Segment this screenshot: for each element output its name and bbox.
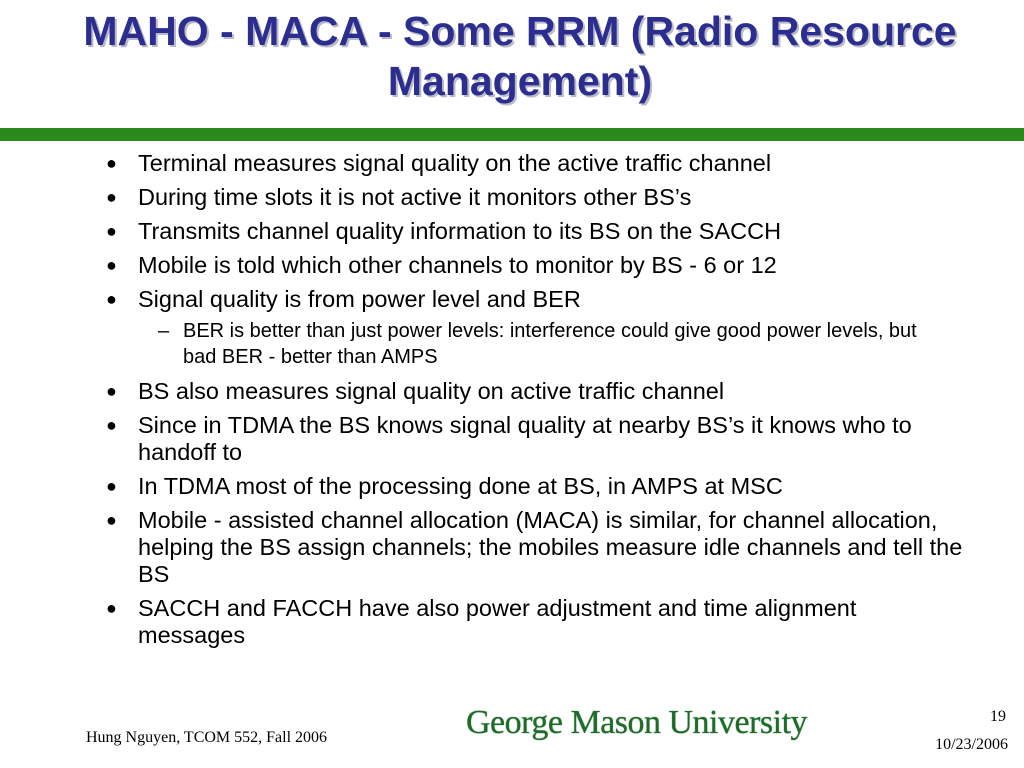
bullet-text: Signal quality is from power level and BER bbox=[138, 286, 581, 312]
bullet-dot-icon: ● bbox=[106, 381, 117, 401]
bullet-list bbox=[0, 150, 1024, 656]
bullet-item bbox=[0, 507, 1024, 588]
bullet-dot-icon: ● bbox=[106, 255, 117, 275]
bullet-text: In TDMA most of the processing done at BS, in AMPS at MSC bbox=[138, 473, 783, 499]
sub-bullet-dash-icon: – bbox=[158, 320, 170, 342]
footer-author: Hung Nguyen, TCOM 552, Fall 2006 bbox=[86, 729, 328, 746]
bullet-item bbox=[0, 252, 1024, 279]
bullet-text: During time slots it is not active it monitors other BS’s bbox=[138, 184, 692, 210]
sub-bullet-text: BER is better than just power levels: interference could give good power levels, but bad BER - better than AMPS bbox=[183, 320, 917, 368]
bullet-dot-icon: ● bbox=[106, 289, 117, 309]
bullet-text: Since in TDMA the BS knows signal quality at nearby BS’s it knows who to handoff to bbox=[138, 412, 912, 465]
slide-title: MAHO - MACA - Some RRM (Radio Resource Management) bbox=[83, 8, 957, 104]
sub-bullet-item bbox=[0, 318, 1024, 370]
page-number: 19 bbox=[990, 708, 1006, 725]
bullet-text: Mobile is told which other channels to monitor by BS - 6 or 12 bbox=[138, 252, 777, 278]
bullet-dot-icon: ● bbox=[106, 221, 117, 241]
footer-date: 10/23/2006 bbox=[935, 736, 1008, 753]
bullet-item bbox=[0, 150, 1024, 177]
bullet-text: BS also measures signal quality on active traffic channel bbox=[138, 378, 725, 404]
bullet-item bbox=[0, 218, 1024, 245]
bullet-dot-icon: ● bbox=[106, 510, 117, 530]
bullet-item bbox=[0, 286, 1024, 313]
bullet-dot-icon: ● bbox=[106, 415, 117, 435]
bullet-item bbox=[0, 378, 1024, 405]
bullet-dot-icon: ● bbox=[106, 187, 117, 207]
bullet-text: Mobile - assisted channel allocation (MACA) is similar, for channel allocation, helping the BS assign channels; the mobiles measure idle channels and tell the BS bbox=[138, 507, 963, 587]
bullet-text: Transmits channel quality information to its BS on the SACCH bbox=[138, 218, 782, 244]
title-divider-bar bbox=[0, 128, 1024, 141]
university-logo: George Mason University bbox=[466, 704, 808, 741]
bullet-dot-icon: ● bbox=[106, 598, 117, 618]
bullet-text: Terminal measures signal quality on the active traffic channel bbox=[138, 150, 772, 176]
bullet-item bbox=[0, 412, 1024, 466]
bullet-text: SACCH and FACCH have also power adjustment and time alignment messages bbox=[138, 595, 857, 648]
bullet-dot-icon: ● bbox=[106, 476, 117, 496]
bullet-item bbox=[0, 473, 1024, 500]
bullet-item bbox=[0, 595, 1024, 649]
bullet-dot-icon: ● bbox=[106, 153, 117, 173]
bullet-item bbox=[0, 184, 1024, 211]
